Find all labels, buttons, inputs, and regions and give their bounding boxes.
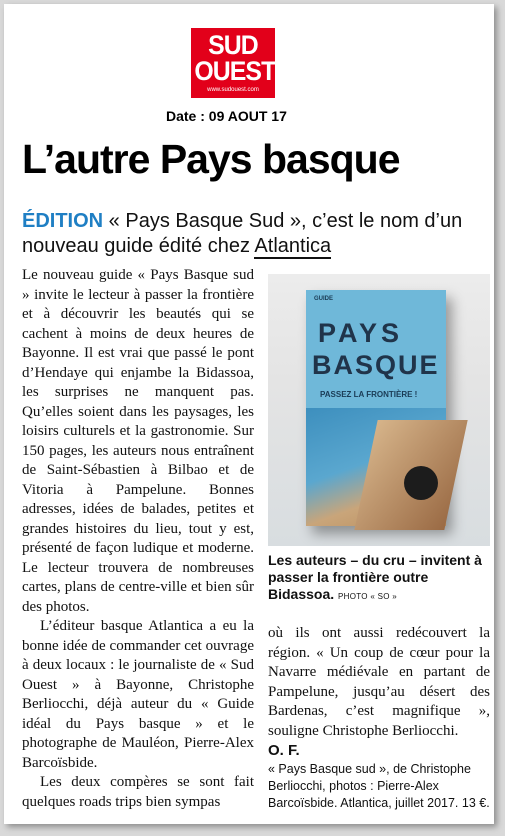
article-subtitle [22, 209, 482, 259]
body-paragraph-3: Les deux compères se sont fait quelques roads trips bien sympas [22, 774, 254, 810]
logo-line-2: OUEST [194, 56, 276, 86]
subtitle-publisher: Atlantica [254, 235, 332, 257]
book-cover-photo [268, 274, 490, 546]
sud-ouest-logo [191, 28, 275, 98]
cover-title-line-2: BASQUE [312, 350, 440, 380]
subtitle-kicker: ÉDITION [22, 210, 104, 232]
article-column-2 [268, 624, 490, 812]
article-title: L’autre Pays basque [22, 136, 400, 182]
book-info: « Pays Basque sud », de Christophe Berliocchi, photos : Pierre-Alex Barcoïsbide. Atlantica, juillet 2017. 13 €. [268, 761, 490, 810]
byline: O. F. [268, 742, 300, 759]
logo-url: www.sudouest.com [207, 87, 259, 93]
subtitle-text: « Pays Basque Sud », c’est le nom d’un nouveau guide édité chez [22, 210, 463, 257]
clipping-date: Date : 09 AOUT 17 [166, 108, 287, 124]
caption-text: Les auteurs – du cru – invitent à passer la frontière outre Bidassoa. [268, 552, 482, 602]
photo-credit: PHOTO « SO » [338, 592, 398, 601]
guide-book [306, 290, 446, 526]
body-paragraph-1: Le nouveau guide « Pays Basque sud » invite le lecteur à passer la frontière et à découvrir les beautés qui se cachent à moins de deux heures de Bayonne. Il est vrai que passé le pont d’Hendaye qui enjambe la Bidassoa, les surprises ne manquent pas. Qu’elles soient dans les paysages, les loisirs culturels et la gastronomie. Sur 150 pages, les auteurs nous entraînent de Saint-Sébastien à Bilbao et de Vitoria à Pampelune. Bonnes adresses, idées de balades, petites et grandes histoires du lieu, tout y est, présenté de façon ludique et moderne. Le lecteur trouvera de nombreuses cartes, plans de centre-ville et bien sûr des photos. [22, 267, 254, 615]
cover-title-line-1: PAYS [318, 318, 404, 348]
logo-line-1: SUD [208, 30, 258, 60]
cover-guide-label: GUIDE [314, 296, 334, 302]
newspaper-clipping [4, 4, 494, 824]
cover-sticker [404, 466, 438, 500]
body-paragraph-4: où ils ont aussi redécouvert la région. « Un coup de cœur pour la Navarre médiévale en partant de Pampelune, jusqu’au désert des Bardenas, c’est magnifique », souligne Christophe Berliocchi. [268, 625, 490, 739]
body-paragraph-2: L’éditeur basque Atlantica a eu la bonne idée de commander cet ouvrage à deux locaux : le journaliste de « Sud Ouest » à Bayonne, Christophe Berliocchi, déjà auteur du « Guide idéal du Pays basque » et le photographe de Mauléon, Pierre-Alex Barcoïsbide. [22, 618, 254, 771]
article-column-1 [22, 266, 254, 812]
photo-caption [268, 552, 492, 605]
cover-banner: PASSEZ LA FRONTIÈRE ! [320, 390, 418, 399]
